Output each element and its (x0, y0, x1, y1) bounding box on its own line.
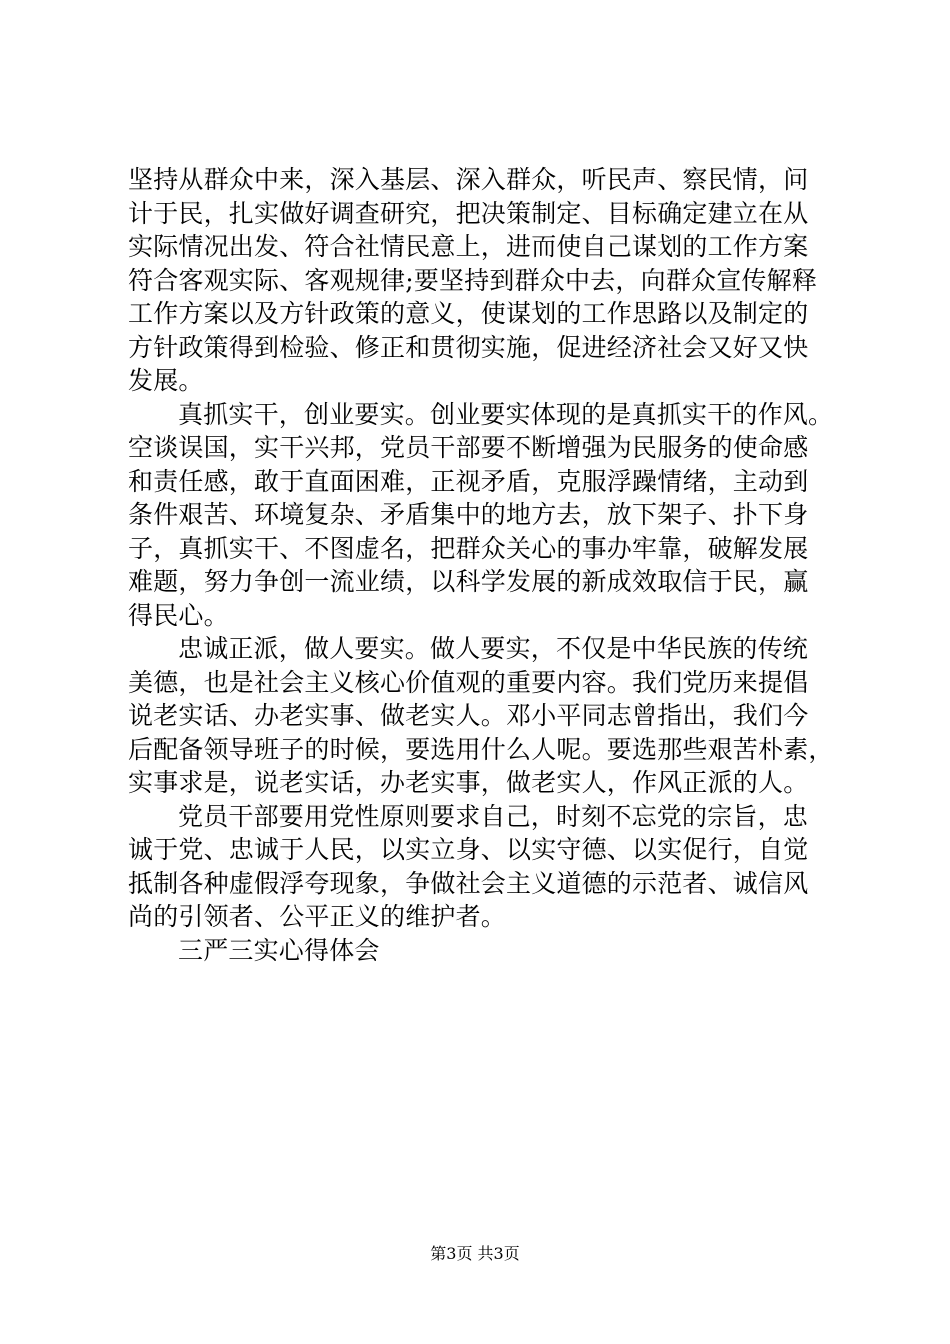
text-line: 坚持从群众中来，深入基层、深入群众，听民声、察民情，问 (128, 165, 809, 194)
text-line: 条件艰苦、环境复杂、矛盾集中的地方去，放下架子、扑下身 (128, 500, 809, 529)
text-line: 计于民，扎实做好调查研究，把决策制定、目标确定建立在从 (128, 198, 809, 228)
text-line: 后配备领导班子的时候，要选用什么人呢。要选那些艰苦朴素， (128, 734, 834, 764)
page-footer: 第3页 共3页 (430, 1244, 520, 1263)
text-line: 尚的引领者、公平正义的维护者。 (128, 902, 507, 931)
text-line: 抵制各种虚假浮夸现象，争做社会主义道德的示范者、诚信风 (128, 868, 809, 898)
text-line: 发展。 (128, 366, 204, 395)
text-line: 工作方案以及方针政策的意义，使谋划的工作思路以及制定的 (128, 299, 809, 328)
text-line: 空谈误国，实干兴邦，党员干部要不断增强为民服务的使命感 (128, 433, 809, 462)
paragraph-start-line: 真抓实干，创业要实。创业要实体现的是真抓实干的作风。 (178, 399, 834, 429)
text-line: 诚于党、忠诚于人民，以实立身、以实守德、以实促行，自觉 (128, 835, 809, 864)
text-line: 和责任感，敢于直面困难，正视矛盾，克服浮躁情绪，主动到 (128, 466, 809, 496)
closing-title-line: 三严三实心得体会 (178, 935, 380, 965)
text-line: 方针政策得到检验、修正和贯彻实施，促进经济社会又好又快 (128, 332, 809, 362)
body-text (128, 163, 838, 967)
text-line: 实事求是，说老实话，办老实事，做老实人，作风正派的人。 (128, 768, 809, 797)
text-line: 说老实话、办老实事、做老实人。邓小平同志曾指出，我们今 (128, 701, 809, 730)
paragraph-start-line: 党员干部要用党性原则要求自己，时刻不忘党的宗旨，忠 (178, 801, 809, 831)
text-line: 美德，也是社会主义核心价值观的重要内容。我们党历来提倡 (128, 667, 809, 697)
text-line: 子，真抓实干、不图虚名，把群众关心的事办牢靠，破解发展 (128, 533, 809, 563)
text-line: 得民心。 (128, 600, 229, 630)
text-line: 符合客观实际、客观规律;要坚持到群众中去，向群众宣传解释 (128, 265, 818, 295)
paragraph-start-line: 忠诚正派，做人要实。做人要实，不仅是中华民族的传统 (178, 634, 809, 663)
text-line: 难题，努力争创一流业绩，以科学发展的新成效取信于民，赢 (128, 567, 809, 596)
text-line: 实际情况出发、符合社情民意上，进而使自己谋划的工作方案 (128, 232, 809, 261)
